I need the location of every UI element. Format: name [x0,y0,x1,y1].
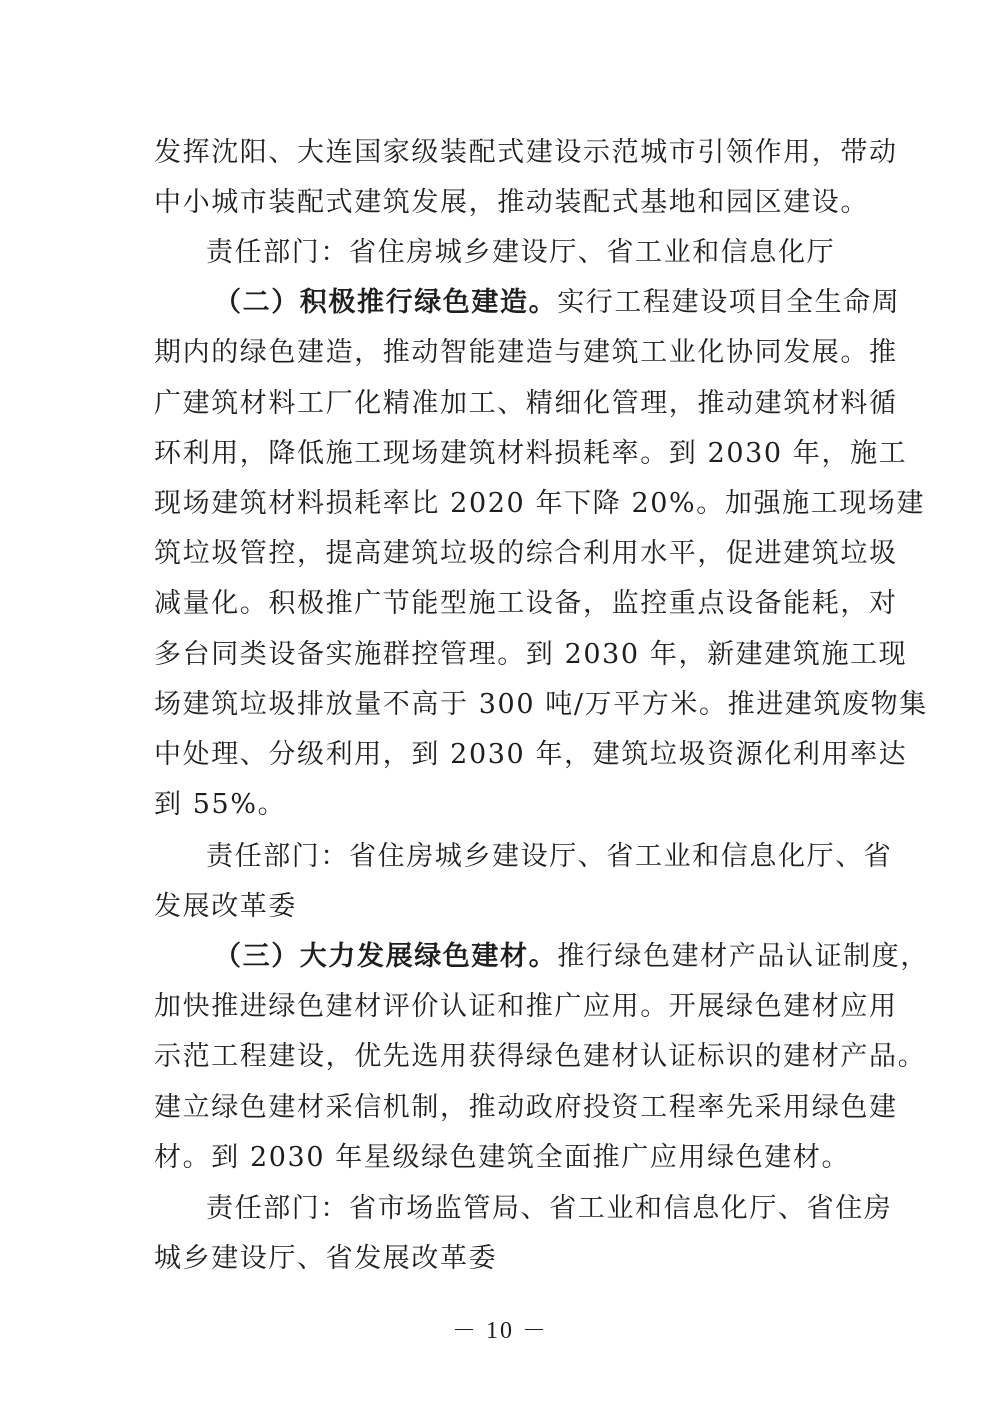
body-text-line: 期内的绿色建造，推动智能建造与建筑工业化协同发展。推 [154,337,898,368]
body-text-line: 示范工程建设，优先选用获得绿色建材认证标识的建材产品。 [154,1041,927,1072]
section-body-text: 实行工程建设项目全生命周 [557,287,901,318]
section-heading-line [214,283,900,323]
section-heading-line [214,937,929,977]
page-number: － 10 － [452,1318,548,1344]
responsible-department-line: 责任部门：省市场监管局、省工业和信息化厅、省住房 [206,1193,893,1224]
body-text-line: 建立绿色建材采信机制，推动政府投资工程率先采用绿色建 [154,1092,898,1123]
responsible-department-line: 责任部门：省住房城乡建设厅、省工业和信息化厅、省 [206,841,893,872]
body-text-line: 环利用，降低施工现场建筑材料损耗率。到 2030 年，施工 [154,438,908,469]
section-body-text: 推行绿色建材产品认证制度， [557,941,930,972]
body-text-line: 加快推进绿色建材评价认证和推广应用。开展绿色建材应用 [154,991,898,1022]
body-text-line: 多台同类设备实施群控管理。到 2030 年，新建建筑施工现 [154,639,908,670]
body-text-line: 减量化。积极推广节能型施工设备，监控重点设备能耗，对 [154,588,898,619]
responsible-department-line: 责任部门：省住房城乡建设厅、省工业和信息化厅 [206,237,836,268]
body-text-line: 发挥沈阳、大连国家级装配式建设示范城市引领作用，带动 [154,137,898,168]
body-text-line: 广建筑材料工厂化精准加工、精细化管理，推动建筑材料循 [154,388,898,419]
body-text-line: 到 55%。 [154,789,287,820]
body-text-line: 材。到 2030 年星级绿色建筑全面推广应用绿色建材。 [154,1142,851,1173]
body-text-line: 现场建筑材料损耗率比 2020 年下降 20%。加强施工现场建 [154,488,926,519]
body-text-line: 中处理、分级利用，到 2030 年，建筑垃圾资源化利用率达 [154,739,908,770]
section-heading-two: （二）积极推行绿色建造。 [214,287,558,318]
body-text-line: 发展改革委 [154,891,297,922]
body-text-line: 筑垃圾管控，提高建筑垃圾的综合利用水平，促进建筑垃圾 [154,538,898,569]
section-heading-three: （三）大力发展绿色建材。 [214,941,558,972]
body-text-line: 城乡建设厅、省发展改革委 [154,1243,498,1274]
body-text-line: 中小城市装配式建筑发展，推动装配式基地和园区建设。 [154,187,869,218]
body-text-line: 场建筑垃圾排放量不高于 300 吨/万平方米。推进建筑废物集 [154,689,928,720]
